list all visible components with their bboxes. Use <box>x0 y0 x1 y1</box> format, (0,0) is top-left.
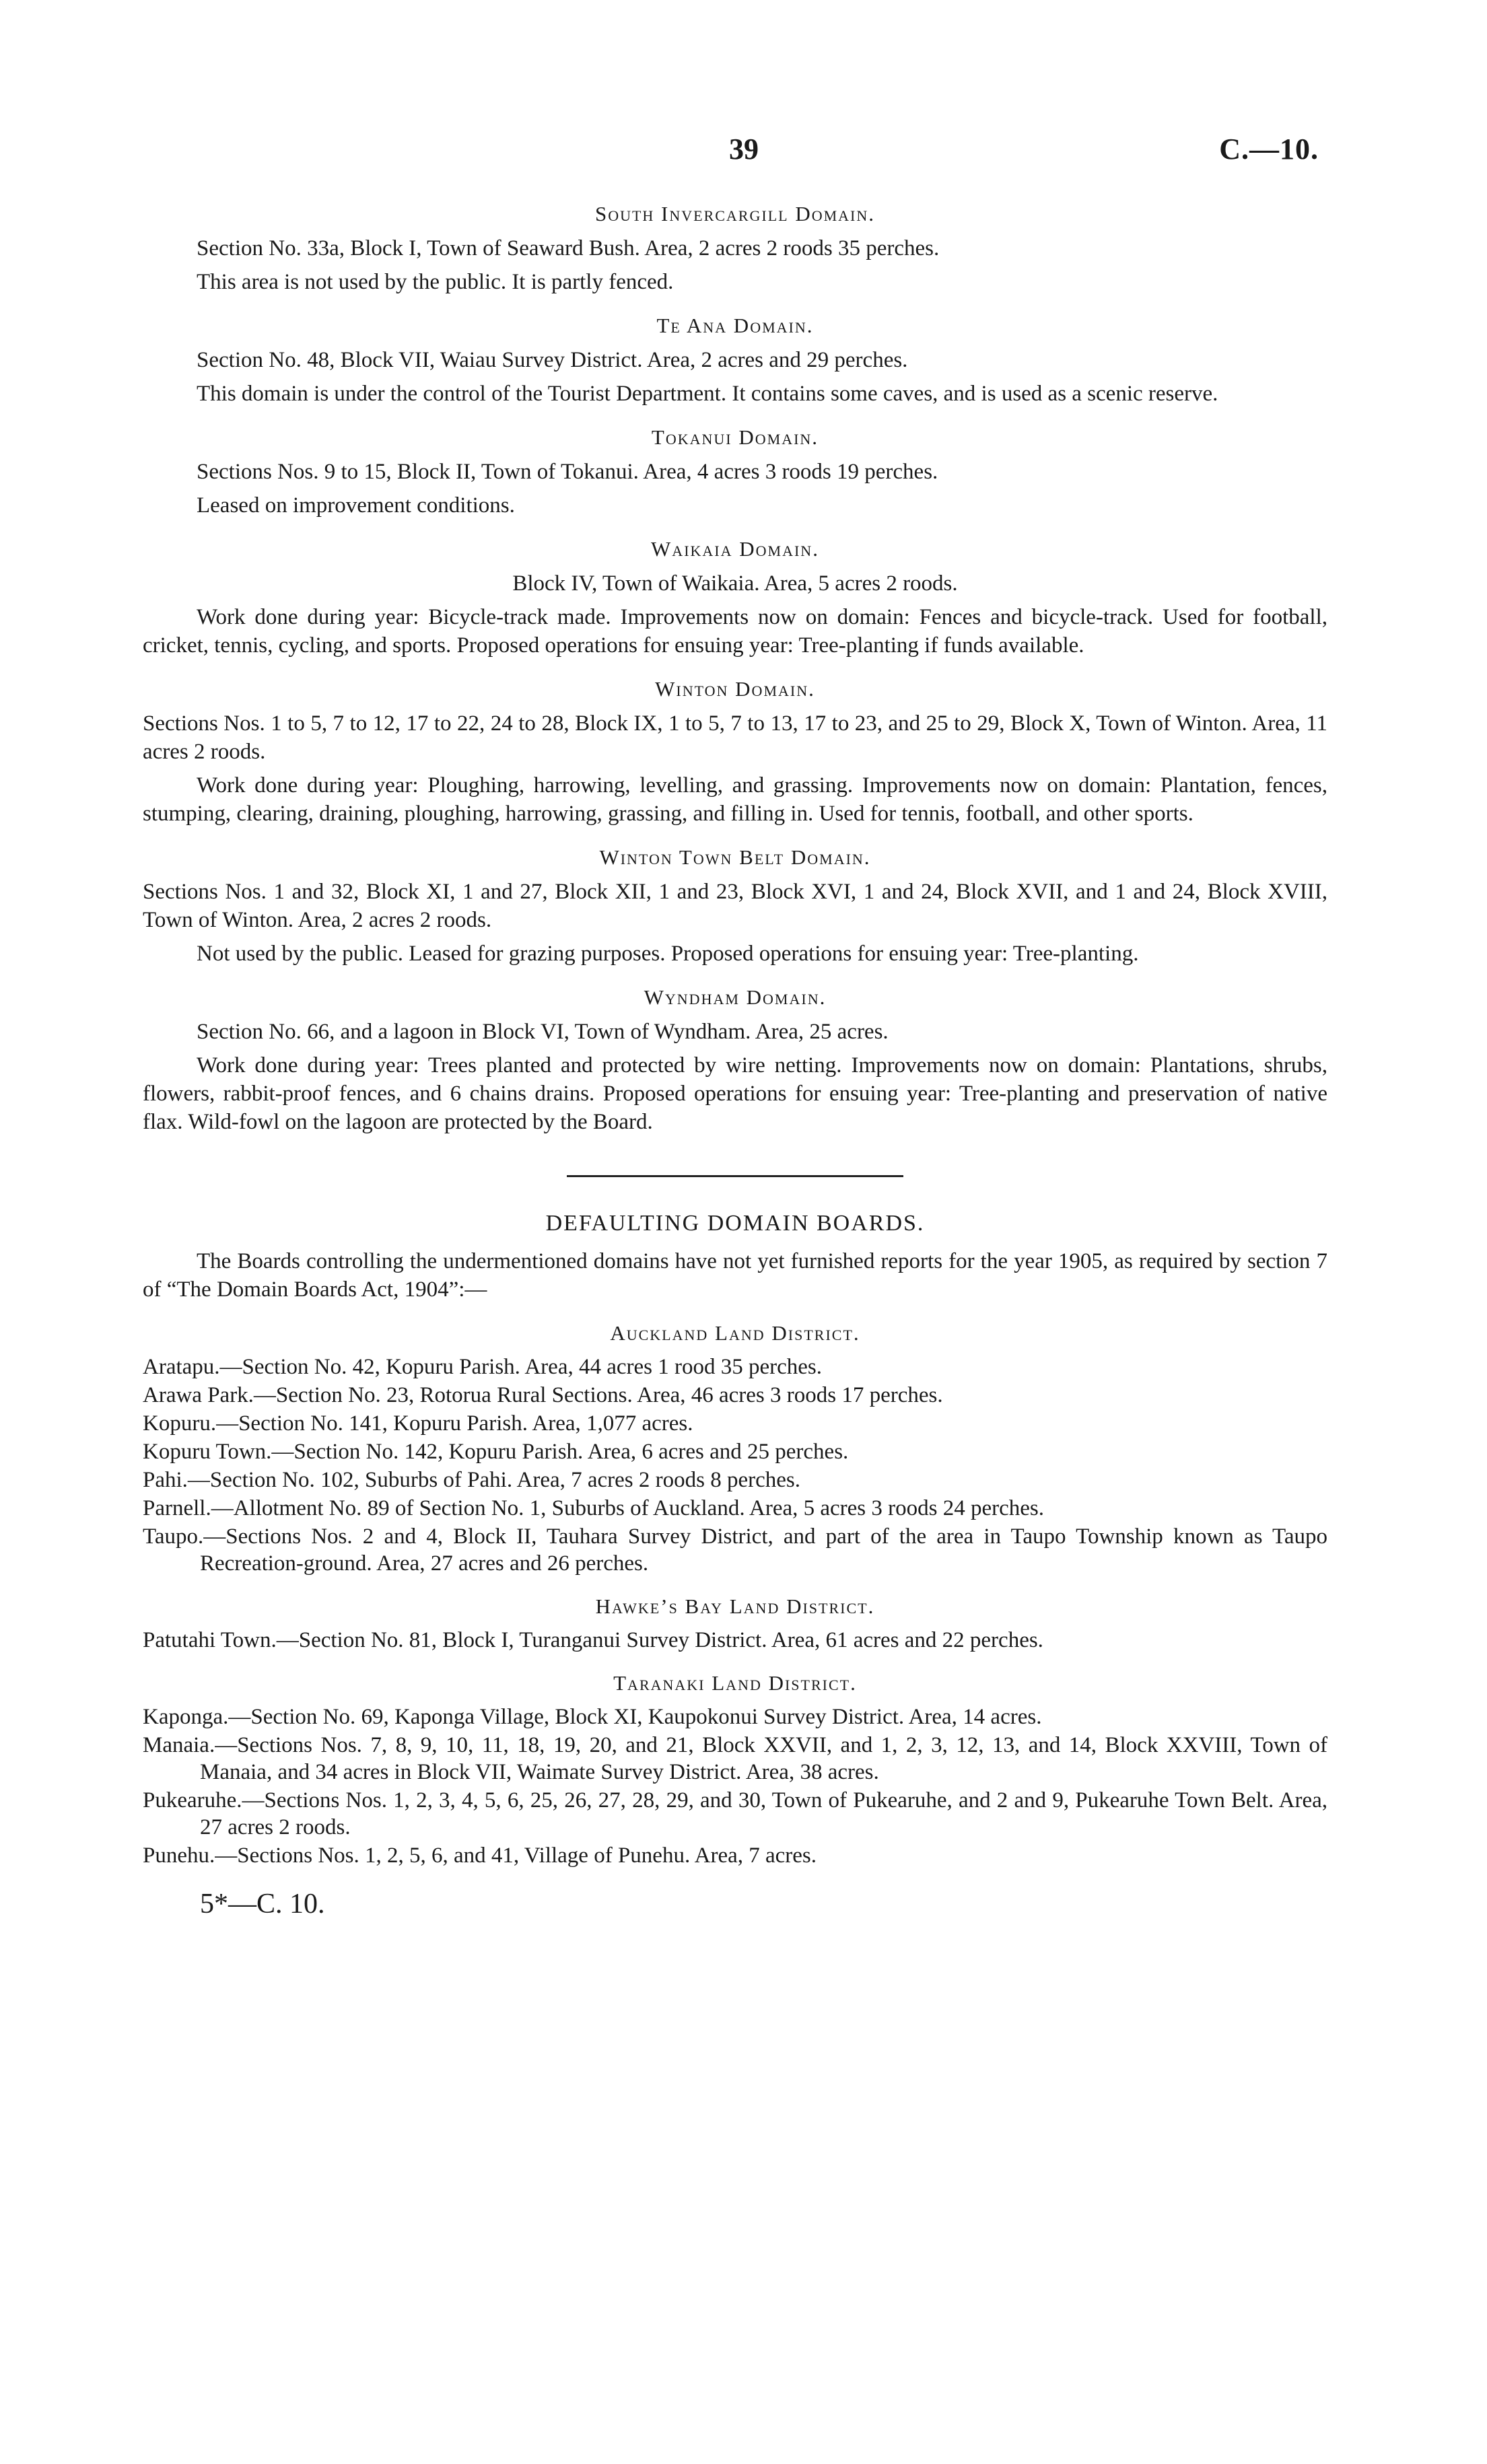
page-number: 39 <box>729 133 759 166</box>
domain-section-line: Sections Nos. 1 to 5, 7 to 12, 17 to 22, 24 to 28, Block IX, 1 to 5, 7 to 13, 17 to 23, and 25 to 29, Block X, Town of Winton. Area, 11 acres 2 roods. <box>143 711 1327 764</box>
document-reference: C.—10. <box>1219 133 1319 166</box>
domain-heading: South Invercargill Domain. <box>594 202 876 225</box>
domain-section-line: Sections Nos. 9 to 15, Block II, Town of Tokanui. Area, 4 acres 3 roods 19 perches. <box>197 460 938 484</box>
district-entry: Manaia.—Sections Nos. 7, 8, 9, 10, 11, 18, 19, 20, and 21, Block XXVII, and 1, 2, 3, 12, 13, and 14, Block XXVIII, Town of Manaia, and 34 acres in Block VII, Waimate Survey District. Area, 38 acres. <box>143 1733 1327 1784</box>
district-entry: Arawa Park.—Section No. 23, Rotorua Rural Sections. Area, 46 acres 3 roods 17 perches. <box>143 1383 943 1407</box>
district-entry: Aratapu.—Section No. 42, Kopuru Parish. Area, 44 acres 1 rood 35 perches. <box>143 1355 822 1379</box>
district-entry: Taupo.—Sections Nos. 2 and 4, Block II, Tauhara Survey District, and part of the area in Taupo Township known as Taupo Recreation-ground. Area, 27 acres and 26 perches. <box>143 1524 1327 1576</box>
domain-section-line: Section No. 48, Block VII, Waiau Survey District. Area, 2 acres and 29 perches. <box>197 348 908 372</box>
district-heading: Hawke’s Bay Land District. <box>595 1594 875 1618</box>
district-entry: Kopuru.—Section No. 141, Kopuru Parish. Area, 1,077 acres. <box>143 1411 693 1436</box>
district-entry: Kopuru Town.—Section No. 142, Kopuru Parish. Area, 6 acres and 25 perches. <box>143 1440 849 1464</box>
district-heading: Taranaki Land District. <box>613 1671 857 1695</box>
domain-heading: Wyndham Domain. <box>644 985 827 1009</box>
domain-heading: Winton Town Belt Domain. <box>599 845 871 869</box>
page-footer: 5*—C. 10. <box>200 1889 325 1920</box>
domain-paragraph: This area is not used by the public. It is partly fenced. <box>197 270 674 294</box>
district-entry: Patutahi Town.—Section No. 81, Block I, Turanganui Survey District. Area, 61 acres and 22 perches. <box>143 1628 1043 1652</box>
district-entry: Kaponga.—Section No. 69, Kaponga Village, Block XI, Kaupokonui Survey District. Area, 14 acres. <box>143 1705 1042 1729</box>
domain-section-line: Sections Nos. 1 and 32, Block XI, 1 and 27, Block XII, 1 and 23, Block XVI, 1 and 24, Block XVII, and 1 and 24, Block XVIII, Town of Winton. Area, 2 acres 2 roods. <box>143 880 1327 932</box>
defaulting-heading: DEFAULTING DOMAIN BOARDS. <box>545 1211 925 1236</box>
domain-paragraph: This domain is under the control of the Tourist Department. It contains some caves, and is used as a scenic reserve. <box>197 382 1218 406</box>
domain-paragraph: Work done during year: Ploughing, harrowing, levelling, and grassing. Improvements now on domain: Plantation, fences, stumping, clearing, draining, ploughing, harrowing, grassing, and filling in. Used for tennis, football, and other sports. <box>143 773 1327 826</box>
district-entry: Punehu.—Sections Nos. 1, 2, 5, 6, and 41, Village of Punehu. Area, 7 acres. <box>143 1843 817 1868</box>
district-heading: Auckland Land District. <box>610 1321 860 1345</box>
district-entry: Pahi.—Section No. 102, Suburbs of Pahi. Area, 7 acres 2 roods 8 perches. <box>143 1468 800 1492</box>
domain-heading: Te Ana Domain. <box>656 314 814 337</box>
domain-heading: Winton Domain. <box>655 677 815 701</box>
domain-section-line: Section No. 33a, Block I, Town of Seaward Bush. Area, 2 acres 2 roods 35 perches. <box>197 236 940 260</box>
defaulting-intro: The Boards controlling the undermentioned domains have not yet furnished reports for the year 1905, as required by section 7 of “The Domain Boards Act, 1904”:— <box>143 1249 1327 1302</box>
domain-section-line: Section No. 66, and a lagoon in Block VI, Town of Wyndham. Area, 25 acres. <box>197 1020 889 1044</box>
page-header <box>0 132 1487 179</box>
district-entry: Pukearuhe.—Sections Nos. 1, 2, 3, 4, 5, 6, 25, 26, 27, 28, 29, and 30, Town of Pukearuhe, and 2 and 9, Pukearuhe Town Belt. Area, 27 acres 2 roods. <box>143 1788 1327 1839</box>
domain-heading: Tokanui Domain. <box>651 425 819 449</box>
domain-section-line: Block IV, Town of Waikaia. Area, 5 acres 2 roods. <box>512 571 958 596</box>
domain-paragraph: Work done during year: Trees planted and protected by wire netting. Improvements now on domain: Plantations, shrubs, flowers, rabbit-proof fences, and 6 chains drains. Proposed operations for ensuing year: Tree-planting and preservation of native flax. Wild-fowl on the lagoon are protected by the Board. <box>143 1053 1327 1134</box>
section-divider <box>567 1175 903 1177</box>
domain-paragraph: Leased on improvement conditions. <box>197 493 515 518</box>
domain-paragraph: Work done during year: Bicycle-track made. Improvements now on domain: Fences and bicycle-track. Used for football, cricket, tennis, cycling, and sports. Proposed operations for ensuing year: Tree-planting if funds available. <box>143 605 1327 658</box>
district-entry: Parnell.—Allotment No. 89 of Section No. 1, Suburbs of Auckland. Area, 5 acres 3 roods 24 perches. <box>143 1496 1044 1520</box>
domain-paragraph: Not used by the public. Leased for grazing purposes. Proposed operations for ensuing year: Tree-planting. <box>197 942 1139 966</box>
domain-heading: Waikaia Domain. <box>651 537 819 561</box>
page-body <box>143 202 1327 1920</box>
